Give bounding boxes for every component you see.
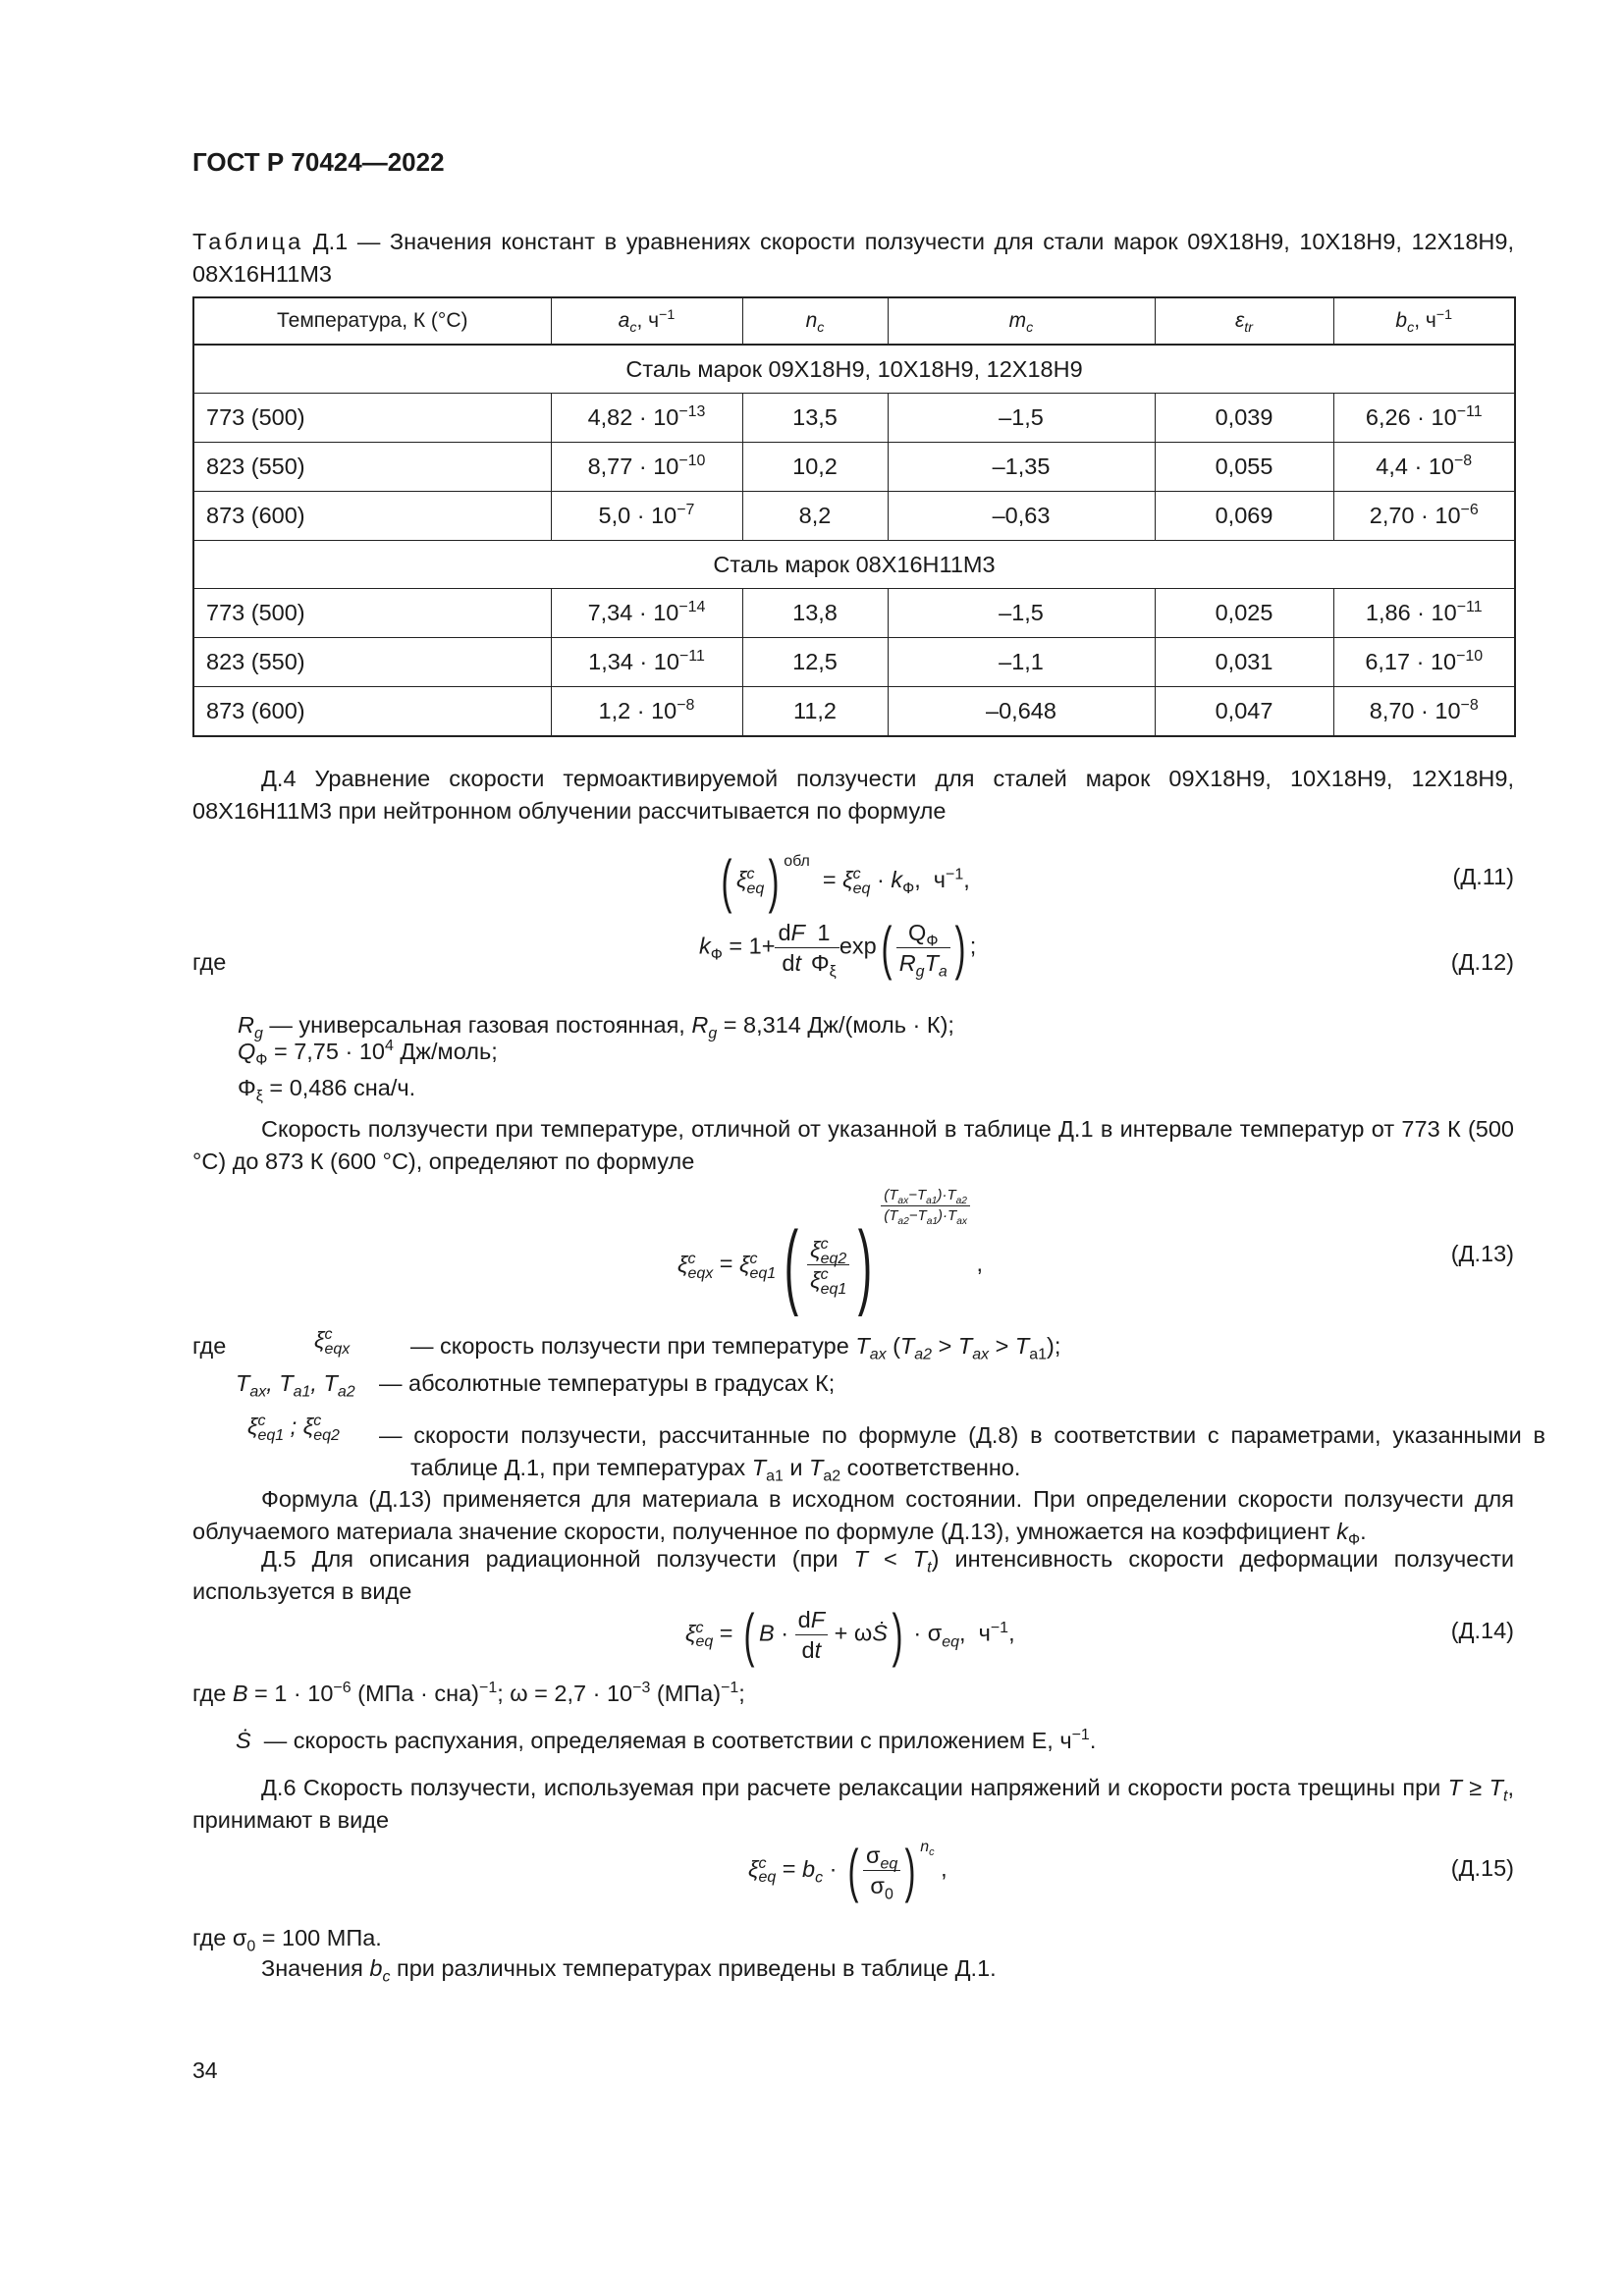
cell-temperature: 773 (500) (193, 589, 551, 638)
base-ten: 10 (653, 600, 679, 625)
cell-b (1333, 638, 1515, 687)
constants-table (192, 296, 1516, 737)
cell-b (1333, 492, 1515, 541)
def1-text: — скорость ползучести при температуре (410, 1333, 856, 1359)
xi-eq1-eq2-symbols: $\xi^c_{eq1}$ ; $\xi^c_{eq2}$ (247, 1413, 340, 1444)
times-dot: · (1410, 404, 1432, 430)
formula-d13: $\xi^c_{eqx} = \xi^c_{eq1}$( $\frac{\xi^c_{eq2}}{\xi^c_{eq1}}$ ) $\frac{(T_{ax}-T_{a1})\cdot T_{a2}}{(T_{a2}-T_{a1})\cdot T_{ax}}$ , (677, 1187, 984, 1317)
cell-a (551, 589, 742, 638)
header-sup: −1 (1435, 307, 1453, 323)
mantissa: 2,70 (1369, 503, 1415, 528)
definition-3: — скорости ползучести, рассчитанные по формуле (Д.8) в соответствии с параметрами, указанными в таблице Д.1, при температурах $T_{a1}$ и $T_{a2}$ соответственно. (379, 1422, 1545, 1485)
base-ten: 10 (1435, 698, 1461, 723)
table-caption (192, 226, 1514, 291)
cell-a (551, 687, 742, 737)
exponent: −10 (678, 453, 706, 470)
omega-value: ; ω = 2,7 · 10 (497, 1681, 633, 1706)
def3-text: — скорости ползучести, рассчитанные по формуле (Д.8) в соответствии с параметрами, указанными в таблице Д.1, при температурах (379, 1422, 1545, 1480)
caption-word: Таблица (192, 229, 304, 254)
times-dot: · (1414, 698, 1435, 723)
formula-d11: ( $\xi^c_{eq}$) $^{обл} = \xi^c_{eq} \cdot k_Ф$, $ч^{-1}$, (721, 848, 970, 914)
unit-h-2: ч (978, 1620, 991, 1646)
cell-eps: 0,069 (1155, 492, 1333, 541)
exponent: −6 (1460, 502, 1479, 519)
exponent: −10 (1456, 648, 1484, 666)
cell-a (551, 638, 742, 687)
table-row (193, 589, 1515, 638)
header-symbol: m (1008, 309, 1027, 332)
header-symbol: b (1395, 309, 1408, 332)
cell-temperature: 873 (600) (193, 492, 551, 541)
unit-exp-2: −1 (990, 1619, 1009, 1636)
omega-unit: (МПа) (650, 1681, 722, 1706)
cell-temperature: 823 (550) (193, 443, 551, 492)
table-header-cell (551, 297, 742, 345)
header-sup: −1 (659, 307, 676, 323)
omega-unit-exp: −1 (721, 1680, 739, 1697)
def2-text: — абсолютные температуры в градусах К; (379, 1370, 836, 1396)
eq-number-d11: (Д.11) (1452, 864, 1514, 889)
cell-eps: 0,039 (1155, 394, 1333, 443)
mantissa: 6,26 (1365, 404, 1411, 430)
rg-def-text: — универсальная газовая постоянная, (262, 1012, 692, 1038)
cell-eps: 0,025 (1155, 589, 1333, 638)
cell-m: –1,1 (888, 638, 1155, 687)
table-group-row (193, 541, 1515, 589)
header-unit: , ч (1414, 309, 1436, 332)
cell-n: 10,2 (742, 443, 888, 492)
table-header-cell (742, 297, 888, 345)
table-row (193, 492, 1515, 541)
page-number: 34 (192, 2057, 218, 2083)
header-unit: , ч (636, 309, 660, 332)
cell-b (1333, 687, 1515, 737)
unit-exp: −1 (946, 866, 964, 883)
cell-m: –1,5 (888, 394, 1155, 443)
times-dot: · (1414, 503, 1435, 528)
header-symbol: n (805, 309, 818, 332)
where-label: где (192, 949, 227, 975)
definition-2 (379, 1370, 835, 1397)
eq-number-d14: (Д.14) (1450, 1618, 1514, 1643)
exponent: −7 (677, 502, 695, 519)
sdot-exp: −1 (1071, 1727, 1090, 1744)
base-ten: 10 (1428, 454, 1454, 479)
q-value: = 7,75 · 10 (267, 1039, 385, 1064)
header-sub: c (629, 320, 637, 337)
paragraph-d4: Д.4 Уравнение скорости термоактивируемой ползучести для сталей марок 09Х18Н9, 10Х18Н9, 12Х18Н9, 08Х16Н11М3 при нейтронном облучении рассчитывается по формуле (192, 766, 1514, 824)
table-header-row (193, 297, 1515, 345)
exponent: −8 (1453, 453, 1473, 470)
eq-number-d15: (Д.15) (1450, 1855, 1514, 1881)
mantissa: 4,82 (587, 404, 633, 430)
table-row (193, 394, 1515, 443)
base-ten: 10 (1431, 600, 1457, 625)
mantissa: 5,0 (598, 503, 631, 528)
b-omega-values: где $B = 1 \cdot 10^{-6}$ (МПа · сна)$^{-1}$; $\omega = 2,7 \cdot 10^{-3}$ (МПа)$^{-1}$; (192, 1680, 745, 1706)
sigma0-label: где σ (192, 1925, 247, 1950)
sdot-definition: Ṡ — скорость распухания, определяемая в соответствии с приложением Е, $ч^{-1}$. (236, 1727, 1097, 1753)
exponent: −13 (678, 403, 706, 421)
cell-b (1333, 394, 1515, 443)
definition-1: — скорость ползучести при температуре $T_{ax}$ $(T_{a2} > T_{ax} > T_{a1})$; (410, 1333, 1061, 1363)
unit-h: ч (933, 867, 947, 893)
cell-eps: 0,047 (1155, 687, 1333, 737)
header-sub: c (1407, 320, 1415, 337)
eq-number-d13: (Д.13) (1450, 1241, 1514, 1266)
mantissa: 8,70 (1369, 698, 1415, 723)
table-group-row (193, 345, 1515, 394)
caption-text: Д.1 — Значения констант в уравнениях скорости ползучести для стали марок 09Х18Н9, 10Х18Н9, 12Х18Н9, 08Х16Н11М3 (192, 229, 1514, 287)
rg-definition: $R_g$ — универсальная газовая постоянная, $R_g = 8,314$ Дж/(моль · К); (238, 1012, 954, 1042)
cell-eps: 0,055 (1155, 443, 1333, 492)
rg-value: = 8,314 Дж/(моль · К); (717, 1012, 954, 1038)
group-title: Сталь марок 08Х16Н11М3 (193, 541, 1515, 589)
header-symbol: ε (1235, 309, 1245, 332)
paragraph-d6: Д.6 Скорость ползучести, используемая при расчете релаксации напряжений и скорости роста трещины при $T \ge T_t$, принимают в виде (192, 1775, 1514, 1833)
cell-temperature: 773 (500) (193, 394, 551, 443)
xi-eqx-symbol: $\xi^c_{eqx}$ (314, 1326, 351, 1358)
sigma0-val: = 100 МПа. (255, 1925, 382, 1950)
table-header-cell (1155, 297, 1333, 345)
header-sub: c (1026, 320, 1034, 337)
table-row (193, 443, 1515, 492)
group-title: Сталь марок 09Х18Н9, 10Х18Н9, 12Х18Н9 (193, 345, 1515, 394)
q-exp: 4 (384, 1038, 394, 1055)
header-sub: tr (1244, 320, 1253, 337)
bc-note-text: Значения (261, 1955, 370, 1981)
where14: где (192, 1681, 233, 1706)
times-dot: · (1407, 454, 1429, 479)
q-definition: $Q_Ф = 7,75 \cdot 10^4$ Дж/моль; (238, 1038, 498, 1069)
base-ten: 10 (653, 404, 679, 430)
sdot-end: . (1089, 1728, 1097, 1753)
mantissa: 8,77 (587, 454, 633, 479)
d5-tail: ) интенсивность скорости деформации ползучести используется в виде (192, 1546, 1514, 1604)
paragraph-interpolation: Скорость ползучести при температуре, отличной от указанной в таблице Д.1 в интервале температур от 773 К (500 °С) до 873 К (600 °С), определяют по формуле (192, 1116, 1514, 1174)
cell-n: 13,5 (742, 394, 888, 443)
q-unit: Дж/моль; (393, 1039, 498, 1064)
d6-text: Д.6 Скорость ползучести, используемая при расчете релаксации напряжений и скорости роста трещины при (261, 1775, 1448, 1800)
eq-number-d12: (Д.12) (1450, 949, 1514, 975)
cell-m: –1,5 (888, 589, 1155, 638)
paragraph-note13: Формула (Д.13) применяется для материала в исходном состоянии. При определении скорости ползучести для облучаемого материала значение скорости, полученное по формуле (Д.13), умножается на коэффициент $k_Ф$. (192, 1486, 1514, 1549)
cell-n: 12,5 (742, 638, 888, 687)
exponent: −11 (678, 648, 705, 666)
times-dot: · (1410, 649, 1431, 674)
base-ten: 10 (653, 649, 679, 674)
base-ten: 10 (1435, 503, 1461, 528)
base-ten: 10 (651, 698, 677, 723)
b-value: = 1 · 10 (247, 1681, 334, 1706)
cell-b (1333, 589, 1515, 638)
mantissa: 1,86 (1365, 600, 1411, 625)
def3-tail: соответственно. (840, 1455, 1021, 1480)
mantissa: 6,17 (1365, 649, 1411, 674)
cell-n: 13,8 (742, 589, 888, 638)
b-unit: (МПа · сна) (351, 1681, 480, 1706)
cell-eps: 0,031 (1155, 638, 1333, 687)
header-symbol: a (618, 309, 630, 332)
cell-temperature: 873 (600) (193, 687, 551, 737)
base-ten: 10 (651, 503, 677, 528)
cell-a (551, 443, 742, 492)
and-text: и (783, 1455, 810, 1480)
b-exp: −6 (333, 1680, 352, 1697)
cell-n: 11,2 (742, 687, 888, 737)
table-header-cell: Температура, К (°С) (193, 297, 551, 345)
cell-m: –1,35 (888, 443, 1155, 492)
table-row (193, 687, 1515, 737)
cell-b (1333, 443, 1515, 492)
times-dot: · (632, 649, 654, 674)
table-row (193, 638, 1515, 687)
cell-m: –0,63 (888, 492, 1155, 541)
mantissa: 1,2 (598, 698, 631, 723)
table-header-cell (888, 297, 1155, 345)
exponent: −11 (1456, 599, 1483, 616)
cell-a (551, 492, 742, 541)
exponent: −8 (677, 697, 695, 715)
times-dot: · (632, 600, 654, 625)
exponent: −11 (1456, 403, 1483, 421)
d6-tail: , принимают в виде (192, 1775, 1514, 1833)
exponent: −14 (678, 599, 706, 616)
phi-value: = 0,486 сна/ч. (262, 1075, 416, 1100)
times-dot: · (632, 454, 654, 479)
d5-text: Д.5 Для описания радиационной ползучести (при (261, 1546, 854, 1572)
cell-a (551, 394, 742, 443)
times-dot: · (630, 698, 652, 723)
formula-d12: $k_Ф = 1+$ $\frac{dF}{dt}$ $\frac{1}{\Phi_\xi}$ exp( $\frac{Q_Ф}{R_gT_a}$ ) ; (699, 914, 977, 981)
base-ten: 10 (1431, 404, 1457, 430)
formula-d14: $\xi^c_{eq}$ = ( B · $\frac{dF}{dt}$ + ωṠ) · $\sigma_{eq}$, $ч^{-1}$, (685, 1601, 1015, 1668)
bc-note: Значения $b_c$ при различных температурах приведены в таблице Д.1. (261, 1955, 997, 1986)
phi-definition: $\Phi_\xi = 0,486$ сна/ч. (238, 1075, 416, 1105)
omega-end: ; (738, 1681, 745, 1706)
cell-n: 8,2 (742, 492, 888, 541)
base-ten: 10 (1430, 649, 1457, 674)
omega-exp: −3 (632, 1680, 651, 1697)
obl-label: обл (784, 853, 810, 871)
times-dot: · (630, 503, 652, 528)
exponent: −8 (1460, 697, 1479, 715)
where-label-2: где (192, 1333, 227, 1359)
times-dot: · (632, 404, 654, 430)
mantissa: 7,34 (587, 600, 633, 625)
base-ten: 10 (653, 454, 679, 479)
times-dot: · (1410, 600, 1432, 625)
bc-note-tail: при различных температурах приведены в таблице Д.1. (390, 1955, 997, 1981)
table-header-cell (1333, 297, 1515, 345)
formula-d15: $\xi^c_{eq} = b_c$ · ( $\frac{\sigma_{eq}}{\sigma_0}$ ) $^{n_c}$ , (748, 1837, 947, 1903)
paragraph-d5: Д.5 Для описания радиационной ползучести (при $T < T_t$) интенсивность скорости деформации ползучести используется в виде (192, 1546, 1514, 1604)
note13-text: Формула (Д.13) применяется для материала в исходном состоянии. При определении скорости ползучести для облучаемого материала значение скорости, полученное по формуле (Д.13), умножается на коэффициент (192, 1486, 1514, 1544)
document-header: ГОСТ Р 70424—2022 (192, 147, 445, 177)
mantissa: 1,34 (588, 649, 633, 674)
header-sub: c (817, 320, 825, 337)
temps-symbol: $T_{ax}$, $T_{a1}$, $T_{a2}$ (236, 1370, 355, 1401)
cell-m: –0,648 (888, 687, 1155, 737)
sdot-def-text: — скорость распухания, определяемая в соответствии с приложением Е, ч (257, 1728, 1072, 1753)
sigma0-value: где $\sigma_0 = 100$ МПа. (192, 1925, 382, 1955)
b-unit-exp: −1 (479, 1680, 498, 1697)
cell-temperature: 823 (550) (193, 638, 551, 687)
mantissa: 4,4 (1376, 454, 1408, 479)
